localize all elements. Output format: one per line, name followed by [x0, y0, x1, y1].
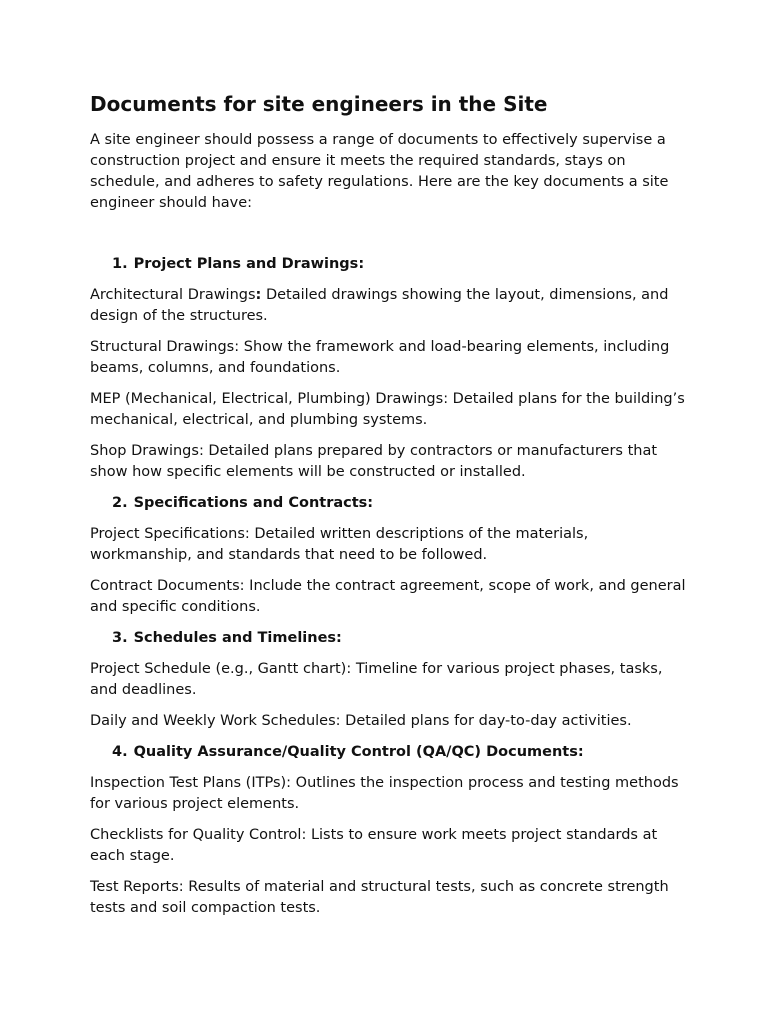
- section-heading-1: [90, 254, 690, 275]
- item-separator: :: [234, 339, 240, 355]
- item-text: Detailed written descriptions of the materials, workmanship, and standards that need to be followed.: [90, 526, 589, 563]
- section-heading-2: [90, 493, 690, 514]
- section-heading-4: [90, 742, 690, 763]
- item-text: Detailed plans for the building’s mechanical, electrical, and plumbing systems.: [90, 391, 685, 428]
- list-item: [90, 711, 690, 732]
- list-item: [90, 825, 690, 867]
- section-number: 1.: [112, 256, 128, 272]
- item-separator: :: [198, 443, 204, 459]
- item-text: Outlines the inspection process and testing methods for various project elements.: [90, 775, 679, 812]
- section-heading-text: Specifications and Contracts:: [133, 495, 374, 511]
- item-separator: :: [443, 391, 449, 407]
- list-item: [90, 524, 690, 566]
- list-item: [90, 659, 690, 701]
- item-text: Include the contract agreement, scope of work, and general and specific conditions.: [90, 578, 686, 615]
- item-label: Checklists for Quality Control: [90, 827, 302, 843]
- item-text: Show the framework and load-bearing elements, including beams, columns, and foundations.: [90, 339, 670, 376]
- list-item: [90, 441, 690, 483]
- item-text: Results of material and structural tests, such as concrete strength tests and soil compaction tests.: [90, 879, 669, 916]
- list-item: [90, 877, 690, 919]
- item-label: Daily and Weekly Work Schedules: [90, 713, 336, 729]
- item-separator: :: [255, 287, 262, 303]
- item-text: Detailed plans for day-to-day activities.: [340, 713, 632, 729]
- item-text: Detailed plans prepared by contractors or manufacturers that show how specific elements will be constructed or installed.: [90, 443, 658, 480]
- item-label: Contract Documents: [90, 578, 240, 594]
- item-label: Test Reports: [90, 879, 179, 895]
- section-number: 4.: [112, 744, 128, 760]
- list-item: [90, 576, 690, 618]
- item-label: MEP (Mechanical, Electrical, Plumbing) Drawings: [90, 391, 444, 407]
- item-label: Architectural Drawings: [90, 287, 256, 303]
- item-separator: :: [178, 879, 184, 895]
- list-item: [90, 337, 690, 379]
- item-label: Project Schedule (e.g., Gantt chart): [90, 661, 347, 677]
- item-label: Shop Drawings: [90, 443, 199, 459]
- item-label: Project Specifications: [90, 526, 245, 542]
- list-item: [90, 773, 690, 815]
- list-item: [90, 285, 690, 327]
- item-separator: :: [239, 578, 245, 594]
- item-separator: :: [301, 827, 307, 843]
- list-item: [90, 389, 690, 431]
- section-heading-3: [90, 628, 690, 649]
- item-separator: :: [244, 526, 250, 542]
- section-number: 2.: [112, 495, 128, 511]
- section-heading-text: Quality Assurance/Quality Control (QA/QC) Documents:: [133, 744, 584, 760]
- item-separator: :: [286, 775, 292, 791]
- item-separator: :: [346, 661, 352, 677]
- item-label: Inspection Test Plans (ITPs): [90, 775, 287, 791]
- page-title: Documents for site engineers in the Site: [90, 92, 548, 116]
- item-separator: :: [335, 713, 341, 729]
- item-text: Timeline for various project phases, tasks, and deadlines.: [90, 661, 663, 698]
- document-content: [90, 90, 690, 929]
- item-label: Structural Drawings: [90, 339, 235, 355]
- item-text: Detailed drawings showing the layout, dimensions, and design of the structures.: [90, 287, 669, 324]
- section-heading-text: Project Plans and Drawings:: [133, 256, 365, 272]
- item-text: Lists to ensure work meets project standards at each stage.: [90, 827, 658, 864]
- section-number: 3.: [112, 630, 128, 646]
- intro-paragraph: A site engineer should possess a range of documents to effectively supervise a construction project and ensure it meets the required standards, stays on schedule, and adheres to safety regulations. Here are the key documents a site engineer should have:: [90, 132, 669, 211]
- section-heading-text: Schedules and Timelines:: [133, 630, 342, 646]
